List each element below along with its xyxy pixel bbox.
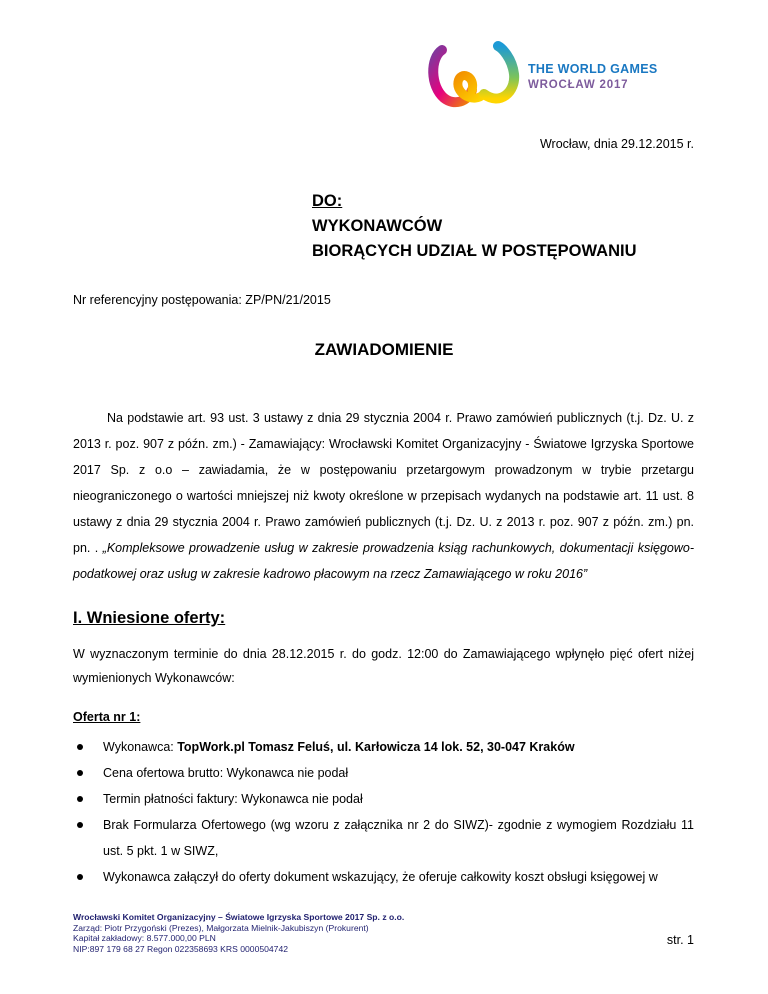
- list-item: [73, 864, 694, 890]
- addressee-heading: DO:: [312, 192, 343, 210]
- footer-board: Zarząd: Piotr Przygoński (Prezes), Małgorzata Mielnik-Jakubiszyn (Prokurent): [73, 922, 369, 933]
- bullet-icon: [77, 744, 83, 750]
- footer-ids: NIP:897 179 68 27 Regon 022358693 KRS 0000504742: [73, 943, 289, 954]
- footer-company: Wrocławski Komitet Organizacyjny – Światowe Igrzyska Sportowe 2017 Sp. z o.o.: [73, 912, 405, 922]
- offer-details-list: [73, 734, 694, 890]
- document-title: ZAWIADOMIENIE: [314, 340, 454, 359]
- offer-form-note: Brak Formularza Ofertowego (wg wzoru z załącznika nr 2 do SIWZ)- zgodnie z wymogiem Rozdziału 11 ust. 5 pkt. 1 w SIWZ,: [103, 818, 694, 858]
- list-item: [73, 734, 694, 760]
- offer-document-note: Wykonawca załączył do oferty dokument wskazujący, że oferuje całkowity koszt obsługi księgowej w: [103, 870, 658, 884]
- bullet-icon: [77, 874, 83, 880]
- page-number: str. 1: [666, 933, 694, 947]
- document-date: Wrocław, dnia 29.12.2015 r.: [539, 137, 694, 151]
- logo-title: THE WORLD GAMES: [528, 62, 658, 76]
- addressee-block: [312, 189, 637, 264]
- offer-heading: Oferta nr 1:: [73, 710, 141, 724]
- list-item: [73, 786, 694, 812]
- footer-capital: Kapitał zakładowy: 8.577.000,00 PLN: [73, 933, 216, 944]
- list-item: [73, 760, 694, 786]
- bullet-icon: [77, 770, 83, 776]
- procurement-subject: „Kompleksowe prowadzenie usług w zakresie prowadzenia ksiąg rachunkowych, dokumentacji księgowo-podatkowej oraz usług w zakresie kadrowo płacowym na rzecz Zamawiającego w roku 2016”: [73, 541, 694, 581]
- addressee-line-2: BIORĄCYCH UDZIAŁ W POSTĘPOWANIU: [312, 242, 637, 260]
- footer: [73, 912, 404, 954]
- section-offers-text: W wyznaczonym terminie do dnia 28.12.2015 r. do godz. 12:00 do Zamawiającego wpłynęło pięć ofert niżej wymienionych Wykonawców:: [73, 647, 694, 685]
- offer-price: Cena ofertowa brutto: Wykonawca nie podał: [103, 766, 349, 780]
- bullet-icon: [77, 822, 83, 828]
- section-heading-offers: I. Wniesione oferty:: [73, 609, 226, 627]
- bullet-icon: [77, 796, 83, 802]
- logo-subtitle: WROCŁAW 2017: [528, 79, 629, 91]
- world-games-logo-icon: [428, 40, 524, 112]
- addressee-line-1: WYKONAWCÓW: [312, 217, 443, 235]
- intro-text: Na podstawie art. 93 ust. 3 ustawy z dnia 29 stycznia 2004 r. Prawo zamówień publicznych (t.j. Dz. U. z 2013 r. poz. 907 z późn. zm.) - Zamawiający: Wrocławski Komitet Organizacyjny - Światowe Igrzyska Sportowe 2017 Sp. z o.o – zawiadamia, że w postępowaniu przetargowym prowadzonym w trybie przetargu nieograniczonego o wartości mniejszej niż kwoty określone w przepisach wydanych na podstawie art. 11 ust. 8 ustawy z dnia 29 stycznia 2004 r. Prawo zamówień publicznych (t.j. Dz. U. z 2013 r. poz. 907 z późn. zm.) pn. pn. .: [73, 411, 694, 555]
- contractor-label: Wykonawca:: [103, 740, 178, 754]
- reference-number: Nr referencyjny postępowania: ZP/PN/21/2015: [73, 293, 331, 307]
- contractor-name: TopWork.pl Tomasz Feluś, ul. Karłowicza 14 lok. 52, 30-047 Kraków: [177, 740, 575, 754]
- offer-payment-term: Termin płatności faktury: Wykonawca nie podał: [103, 792, 363, 806]
- world-games-logo: [428, 40, 658, 112]
- list-item: [73, 812, 694, 864]
- intro-paragraph: [73, 405, 694, 587]
